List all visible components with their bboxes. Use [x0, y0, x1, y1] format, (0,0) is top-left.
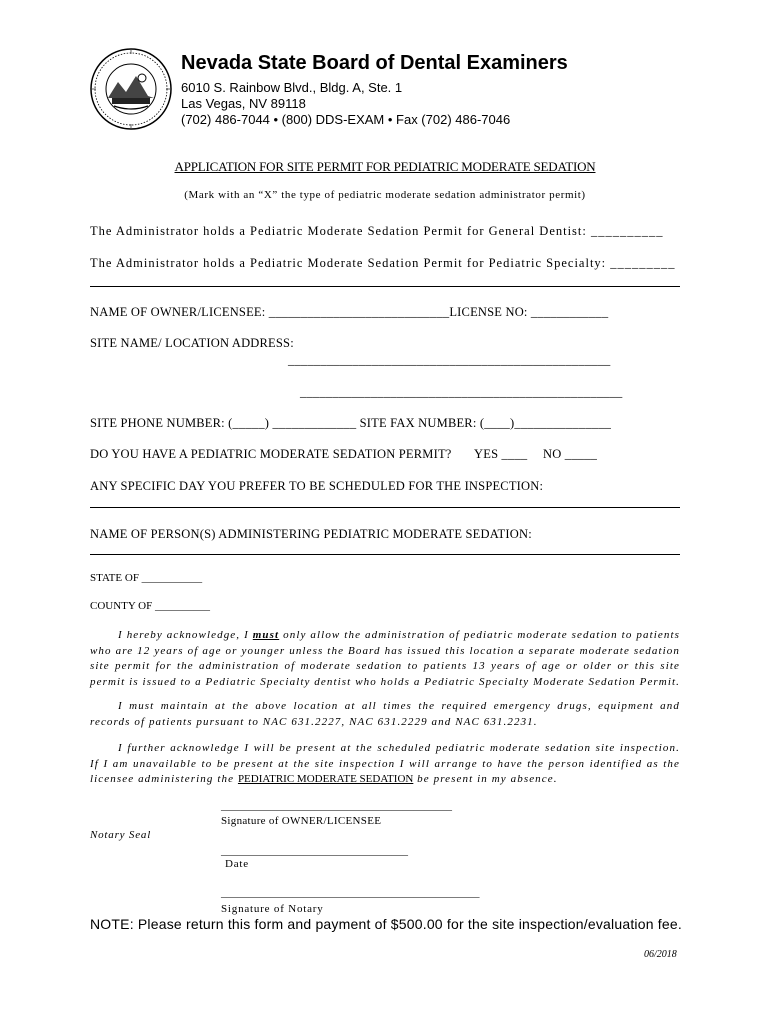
date-blank[interactable]: __________________________________	[221, 845, 408, 857]
notary-signature-label: Signature of Notary	[221, 903, 324, 915]
address-blank-1[interactable]: __________________________________________________	[288, 353, 611, 367]
administering-blank[interactable]	[90, 554, 680, 555]
date-label: Date	[225, 858, 249, 870]
owner-signature-label: Signature of OWNER/LICENSEE	[221, 815, 382, 827]
option-pediatric-specialty[interactable]: The Administrator holds a Pediatric Moderate Sedation Permit for Pediatric Specialty: _________	[90, 256, 676, 270]
phone-fax-line[interactable]: SITE PHONE NUMBER: (_____) _____________ SITE FAX NUMBER: (____)_______________	[90, 416, 612, 430]
para1-must: must	[252, 629, 280, 641]
administering-label: NAME OF PERSON(S) ADMINISTERING PEDIATRIC MODERATE SEDATION:	[90, 527, 532, 541]
payment-note: NOTE: Please return this form and payment of $500.00 for the site inspection/evaluation fee.	[90, 916, 682, 932]
owner-signature-blank[interactable]: __________________________________________	[221, 800, 452, 812]
county-line[interactable]: COUNTY OF __________	[90, 600, 210, 612]
owner-license-line[interactable]: NAME OF OWNER/LICENSEE: ____________________________LICENSE NO: ____________	[90, 305, 609, 319]
separator-line	[90, 286, 680, 287]
org-name: Nevada State Board of Dental Examiners	[181, 52, 568, 74]
state-line[interactable]: STATE OF ___________	[90, 572, 203, 584]
option-general-dentist[interactable]: The Administrator holds a Pediatric Moderate Sedation Permit for General Dentist: __________	[90, 224, 664, 238]
site-name-label: SITE NAME/ LOCATION ADDRESS:	[90, 336, 294, 350]
preferred-day-blank[interactable]	[90, 507, 680, 508]
address-line-2: Las Vegas, NV 89118	[181, 96, 306, 111]
no-option[interactable]: NO _____	[543, 447, 598, 461]
form-title: APPLICATION FOR SITE PERMIT FOR PEDIATRIC MODERATE SEDATION	[174, 159, 596, 174]
permit-question: DO YOU HAVE A PEDIATRIC MODERATE SEDATION PERMIT?	[90, 447, 452, 461]
preferred-day-question: ANY SPECIFIC DAY YOU PREFER TO BE SCHEDULED FOR THE INSPECTION:	[90, 479, 544, 493]
acknowledgement-paragraph-1	[90, 628, 680, 690]
acknowledgement-paragraph-2	[90, 699, 680, 730]
state-seal-icon	[90, 48, 172, 130]
para1-text-b: only allow the administration of pediatric moderate sedation to patients who are 12 years of age or younger unless the Board has issued this location a separate moderate sedation site permit for the administration of moderate sedation to patients 13 years of age or older or this site permit is issued to a Pediatric Specialty dentist who holds a Pediatric Specialty Moderate Sedation Permit.	[90, 629, 681, 688]
address-line-1: 6010 S. Rainbow Blvd., Bldg. A, Ste. 1	[181, 80, 403, 95]
acknowledgement-paragraph-3	[90, 741, 680, 788]
form-instruction: (Mark with an “X” the type of pediatric moderate sedation administrator permit)	[184, 189, 586, 201]
yes-option[interactable]: YES ____	[474, 447, 528, 461]
notary-signature-blank[interactable]: _______________________________________________	[221, 887, 480, 899]
notary-seal-label: Notary Seal	[90, 829, 152, 841]
para3-underlined: PEDIATRIC MODERATE SEDATION	[237, 773, 414, 785]
para3-text-b: be present in my absence.	[413, 773, 558, 785]
para3-text-a: I further acknowledge I will be present at the scheduled pediatric moderate sedation site inspection. If I am unavailable to be present at the site inspection I will arrange to have the person identified as the licensee administering the	[90, 742, 680, 785]
contact-line: (702) 486-7044 • (800) DDS-EXAM • Fax (702) 486-7046	[181, 112, 511, 127]
para1-text-a: I hereby acknowledge, I	[118, 629, 253, 641]
address-blank-2[interactable]: __________________________________________________	[300, 385, 623, 399]
para2-text: I must maintain at the above location at all times the required emergency drugs, equipment and records of patients pursuant to NAC 631.2227, NAC 631.2229 and NAC 631.2231.	[90, 700, 680, 728]
revision-date: 06/2018	[644, 949, 677, 960]
